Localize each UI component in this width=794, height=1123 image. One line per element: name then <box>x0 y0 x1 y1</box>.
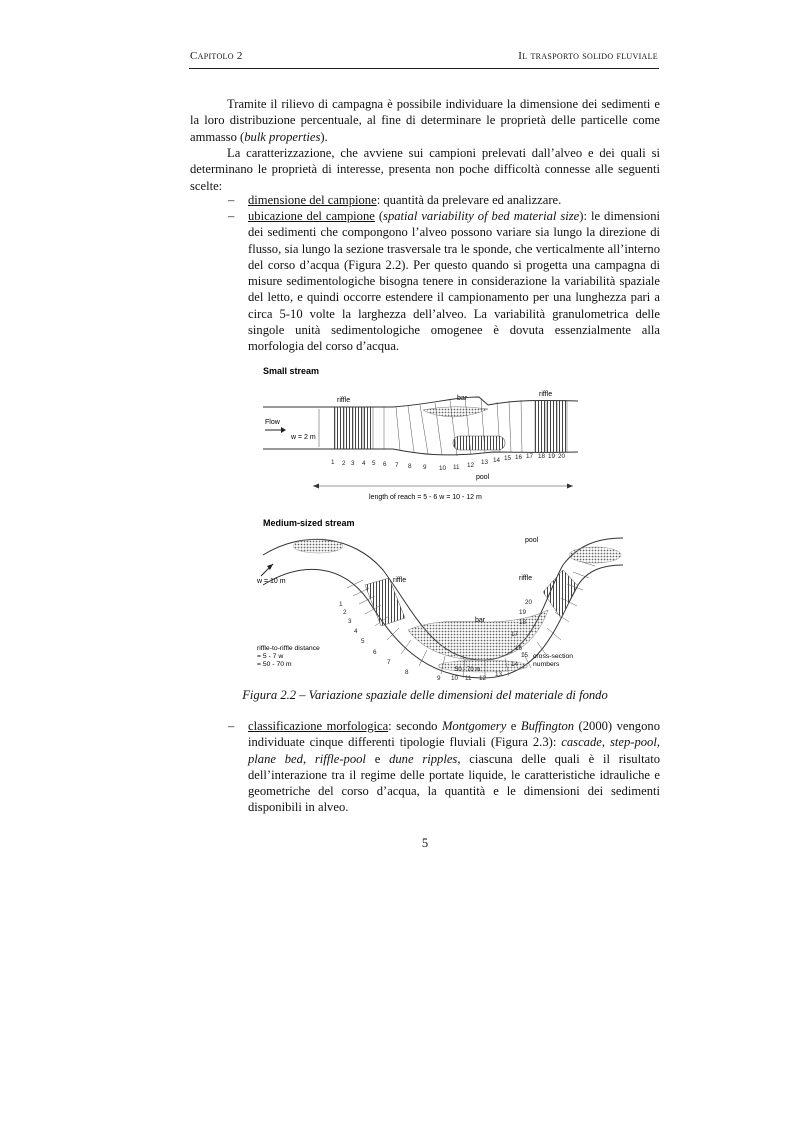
riffle-distance-value-m: = 50 - 70 m <box>257 661 292 668</box>
section-number: 6 <box>383 461 387 468</box>
small-stream-bank-top <box>263 397 578 407</box>
reach-arrow-right <box>567 484 573 489</box>
section-number: 16 <box>515 645 523 652</box>
reach-arrow-left <box>313 484 319 489</box>
small-riffle-right-label: riffle <box>539 391 553 398</box>
list-item-sample-location: ubicazione del campione (spatial variability of bed material size): le dimensioni dei sedimenti che compongono l’alveo possono variare sia lungo la direzione di flusso, sia lungo la sezione trasversale tra le sponde, che verticalmente all’interno del corso d’acqua (Figura 2.2). Per questo quando si progetta una campagna di misure sedimentologiche bisogna tenere in considerazione la variabilità spaziale del letto, e quindi occorre estendere il campionamento per una lunghezza pari a circa 5-10 volte la larghezza dell’alveo. La variabilità granulometrica delle singole unità sedimentologiche omogenee è dovuta essenzialmente alla morfologia del corso d’acqua. <box>248 209 661 354</box>
section-number: 14 <box>493 457 501 464</box>
section-number: 20 <box>525 599 533 606</box>
section-number: 2 <box>343 609 347 616</box>
section-number: 19 <box>519 609 527 616</box>
small-flow-label: Flow <box>265 419 280 426</box>
section-number: 2 <box>342 460 346 467</box>
small-pool-label: pool <box>476 474 490 481</box>
header-rule <box>189 68 659 69</box>
section-number: 7 <box>395 462 399 469</box>
small-stream-title: Small stream <box>263 366 320 376</box>
section-number: 6 <box>373 649 377 656</box>
list-item-sample-size: dimensione del campione: quantità da prelevare ed analizzare. <box>248 193 562 207</box>
section-number: 3 <box>348 618 352 625</box>
section-number: 9 <box>423 464 427 471</box>
section-number: 19 <box>548 453 556 460</box>
section-number: 18 <box>538 453 546 460</box>
section-number: 4 <box>354 628 358 635</box>
section-number: 13 <box>495 671 503 678</box>
list-dash: – <box>228 209 235 223</box>
riffle-distance-label: riffle-to-riffle distance <box>257 645 320 652</box>
section-number: 4 <box>362 460 366 467</box>
section-number: 8 <box>408 463 412 470</box>
medium-width-label: w = 10 m <box>257 578 286 585</box>
figure-caption: Figura 2.2 – Variazione spaziale delle dimensioni del materiale di fondo <box>242 688 608 702</box>
section-number: 17 <box>511 631 519 638</box>
section-number: 5 <box>372 460 376 467</box>
section-number: 11 <box>453 464 460 471</box>
section-number: 18 <box>519 619 527 626</box>
small-bar <box>423 407 488 417</box>
section-number: 15 <box>521 652 529 659</box>
section-number: 11 <box>465 675 472 680</box>
small-pool <box>453 436 505 450</box>
medium-range-label: 50 - 70 m <box>455 667 481 673</box>
section-number: 5 <box>361 638 365 645</box>
section-number: 8 <box>405 669 409 676</box>
small-width-label: w = 2 m <box>291 434 316 441</box>
medium-pool-upper-right <box>569 547 621 563</box>
section-number: 12 <box>467 462 475 469</box>
medium-stream-title: Medium-sized stream <box>263 518 355 528</box>
list-dash: – <box>228 719 235 733</box>
medium-riffle-left-label: riffle <box>393 577 407 584</box>
paragraph-characterization: La caratterizzazione, che avviene sui campioni prelevati dall’alveo e dei quali si determinano le proprietà di interesse, presenta non poche difficoltà connesse alle seguenti scelte: <box>190 146 660 193</box>
section-number: 1 <box>331 459 335 466</box>
section-number: 10 <box>439 465 447 472</box>
section-number: 13 <box>481 459 489 466</box>
section-number: 20 <box>558 453 566 460</box>
list-dash: – <box>228 193 235 207</box>
medium-pool-label: pool <box>525 537 539 544</box>
medium-riffle-right <box>543 570 578 618</box>
medium-bar-label: bar <box>475 617 486 624</box>
chapter-header: Capitolo 2 <box>190 50 243 62</box>
section-number: 1 <box>339 601 343 608</box>
medium-riffle-right-label: riffle <box>519 575 533 582</box>
small-riffle-left <box>333 407 371 449</box>
section-number: 17 <box>526 453 534 460</box>
page-number: 5 <box>421 836 429 850</box>
list-item-morphological-classification: classificazione morfologica: secondo Montgomery e Buffington (2000) vengono individuate cinque differenti tipologie fluviali (Figura 2.3): cascade, step-pool, plane bed, riffle-pool e dune ripples, ciascuna delle quali è il risultato dell’interazione tra il regime delle portate liquide, le caratteristiche idrauliche e geometriche del corso d’acqua, la quantità e le dimensioni dei sedimenti disponibili in alveo. <box>248 719 661 815</box>
flow-arrow-head <box>281 427 286 433</box>
section-number: 7 <box>387 659 391 666</box>
section-number: 16 <box>515 454 523 461</box>
cross-section-numbers-label: numbers <box>533 661 560 668</box>
section-header: Il trasporto solido fluviale <box>518 50 658 62</box>
reach-length-label: length of reach = 5 - 6 w = 10 - 12 m <box>369 494 482 501</box>
small-riffle-right <box>533 400 567 452</box>
small-bar-label: bar <box>457 395 468 402</box>
cross-section-label: cross-section <box>533 653 574 660</box>
section-number: 3 <box>351 460 355 467</box>
section-number: 14 <box>511 661 519 668</box>
section-number: 9 <box>437 675 441 680</box>
medium-pool-upper-left <box>293 539 343 553</box>
figure-spatial-variability <box>243 360 643 680</box>
section-number: 15 <box>504 455 512 462</box>
paragraph-intro: Tramite il rilievo di campagna è possibile individuare la dimensione dei sedimenti e la loro distribuzione percentuale, al fine di determinare le proprietà delle particelle come ammasso (bulk properties). <box>190 97 660 144</box>
section-number: 10 <box>451 675 459 680</box>
riffle-distance-value-w: = 5 - 7 w <box>257 653 284 660</box>
section-number: 12 <box>479 675 487 680</box>
small-section-numbers <box>331 453 566 472</box>
small-riffle-left-label: riffle <box>337 397 351 404</box>
